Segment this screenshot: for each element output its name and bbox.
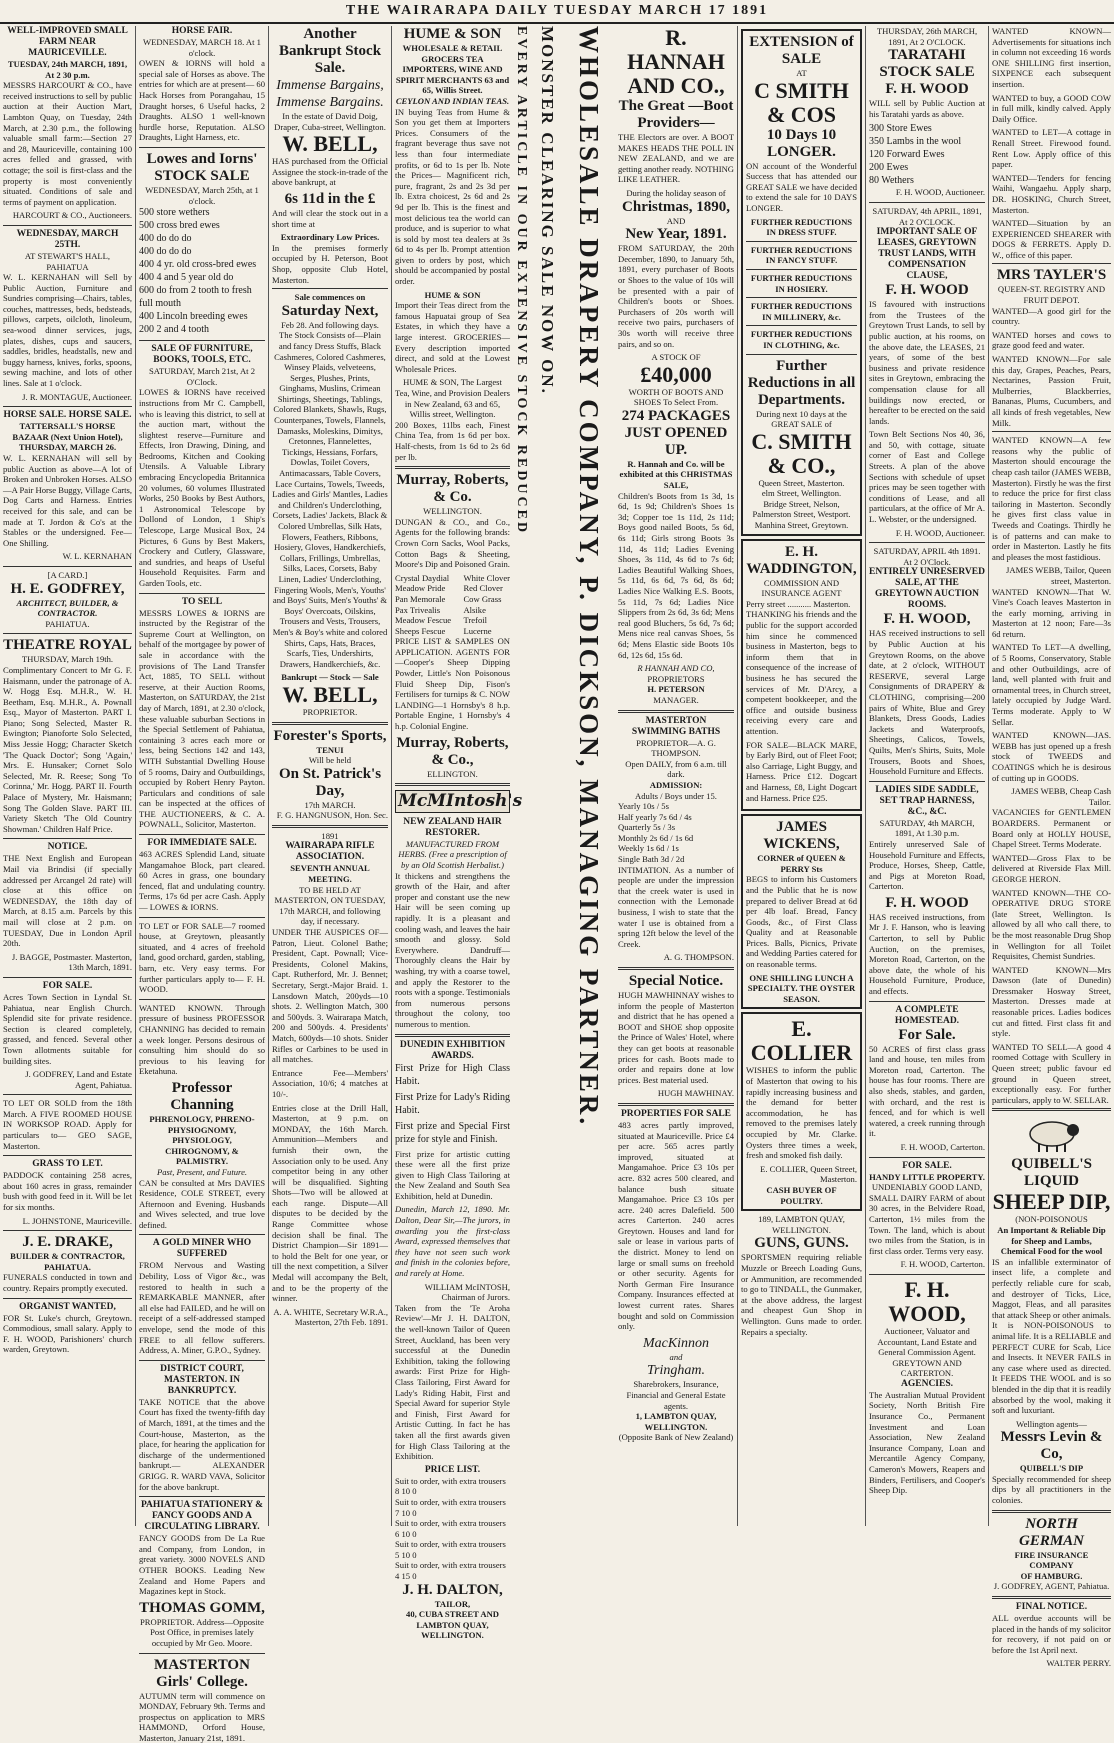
land-sale-ad: TO SELL MESSRS LOWES & IORNS are instructed by the Registrar of the Supreme Court at Wellington, on behalf of the mortgagee by power of sale in accordance with the provisions of The Land Transfer Act, 1885, TO SELL without reserve, at their Auction Rooms, Masterton, on SATURDAY, the 21st day of March, 1891, at 2.30 o'clock, these valuable suburban Sections in the Special Settlement of Pahiatua, containing 3 acres each more or less, being Sections 142 and 143, WITH Substantial Dwelling House of 5 rooms, Dairy and Outbuildings, occupied by Robert Henry Payton. Particulars and conditions of sale can be inspected at the offices of THE AUCTIONEERS, & C. A. POWNALL, Solicitor, Masterton. (139, 597, 265, 830)
column-6 (615, 26, 737, 1526)
divider (139, 340, 265, 341)
divider (139, 1360, 265, 1361)
wanted-ad: WANTED to LET—A cottage in Renall Street. Firewood found. Rent Low. Apply office of this paper. (992, 127, 1111, 169)
sheep-icon (1017, 1114, 1087, 1154)
house-to-let: TO LET OR SOLD from the 18th March. A FIVE ROOMED HOUSE IN WORKSOP ROAD. Apply for particulars to— GEO SAGE, Masterton. (3, 1098, 132, 1151)
vertical-line-1: WHOLESALE DRAPERY COMPANY, P. DICKSON, MANAGING PARTNER. (573, 26, 604, 1127)
wanted-ad: WANTED KNOWN—THE CO-OPERATIVE DRUG STORE (late Street, Wellington. Is allowed by all who call there, to be the most reasonable Drug Shop in Wellington for all Toilet Requisites, Chemist Sundries. (992, 888, 1111, 962)
divider (272, 825, 388, 828)
mcintosh-logo: McMIntosh's (395, 790, 510, 813)
vertical-line-3: EVERY ARTICLE IN OUR EXTENSIVE STOCK REDUCED (513, 26, 529, 535)
wanted-ad: WANTED TO SELL—A good 4 roomed Cottage with Scullery in Queen street; public favour ed ground in Queen street, exceptionally easy. For further particulars, apply to W. SELLAR. (992, 1042, 1111, 1106)
handy-property-ad: FOR SALE. HANDY LITTLE PROPERTY. UNDENIABLY GOOD LAND, SMALL DAIRY FARM of about 30 acres, in the Belvidere Road, Carterton, 1½ miles from the Town. The land, which is about two miles from the Station, is in first class order. Terms very easy. F. H. WOOD, Carterton. (869, 1161, 985, 1270)
furniture-sale-ad: WEDNESDAY, MARCH 25TH. AT STEWART'S HALL, PAHIATUA W. L. KERNAHAN will Sell by Public Auction, Furniture and Sundries comprising—Chairs, tables, couches, mattresses, beds, bedsteads, pillows, carpets, oilcloth, linoleum, sea-wood dinner services, jugs, plates, dishes, cups and saucers, saddles, bridles, headstalls, new and buggy harness, knives, forks, spoons, sewing machine, and lots of other lines. Sale at 1 o'clock. J. R. MONTAGUE, Auctioneer. (3, 229, 132, 402)
divider (139, 147, 265, 148)
gold-miner-ad: A GOLD MINER WHO SUFFERED FROM Nervous and Wasting Debility, Loss of Vigor &c., was restored to health in such a REMARKABLE MANNER, after all else had FAILED, and he will on receipt of a self-addressed stamped envelope, send the mode of this FREE to all fellow sufferers. Address, A. Miner, G.P.O., Sydney. (139, 1238, 265, 1355)
collier-ad: E. COLLIER WISHES to inform the public of Masterton that owing to his rapidly increasing business and the demand for better accommodation, he has removed to the premises lately occupied by Mr. Clarke. Oysters three times a week, fresh and smoked fish daily. E. COLLIER, Queen Street, Masterton. CASH BUYER OF POULTRY. (741, 1012, 862, 1211)
greytown-house-ad: TO LET or FOR SALE—7 roomed house, at Greytown, pleasantly situated, and 4 acres of freehold land, good orchard, garden, stabling, barn, etc. Very easy terms. For further particulars apply to— F. H. WOOD. (139, 921, 265, 995)
taratahi-ad: THURSDAY, 26th MARCH, 1891, At 2 O'CLOCK. TARATAHI STOCK SALE F. H. WOOD WILL sell by Public Auction at his Taratahi yards as above. 300 Store Ewes 350 Lambs in the wool 120 Forward Ewes 200 Ewes 80 Wethers F. H. WOOD, Auctioneer. (869, 26, 985, 198)
wanted-ad: WANTED KNOWN—For sale this day, Grapes, Peaches, Pears, Nectarines, Passion Fruit, Mulberries, Blackberries, Bananas, Plums, Cucumbers, and all kinds of fresh vegetables, New Milk. (992, 354, 1111, 428)
dalton-ad: DUNEDIN EXHIBITION AWARDS. First Prize for High Class Habit. First Prize for Lady's Riding Habit. First prize and Special First prize for style and Finish. First prize for artistic cutting these were all the first prize given to High Class Tailoring at the New Zealand and South Sea Exhibition, held at Dunedin. Dunedin, March 12, 1890. Mr. Dalton, Dear Sir,—The jurors, in awarding you the first-class Award, expressed themselves that they have not seen such work and finish in the colonies before, and rarely at Home. WILLIAM McINTOSH, Chairman of Jurors. Taken from the 'Te Aroha Review'—Mr J. H. DALTON, the well-known Tailor of Queen Street, Auckland, has been very successful at the Dunedin Exhibition, taking the following awards: First Prize for High-Class Tailoring, First Award for Lady's Riding Habit, First and Special Award for superior Style and Finish, First Award for Artistic Cutting. In fact he has taken all the first awards given for High Class Tailoring at the Exhibition. PRICE LIST. Suit to order, with extra trousers 8 10 0 Suit to order, with extra trousers 7 10 0 Suit to order, with extra trousers 6 10 0 Suit to order, with extra trousers 5 10 0 Suit to order, with extra trousers 4 15 0 J. H. DALTON, TAILOR, 40, CUBA STREET AND LAMBTON QUAY, WELLINGTON. (395, 1040, 510, 1642)
guns-ad: 189, LAMBTON QUAY, WELLINGTON. GUNS, GUNS. SPORTSMEN requiring reliable Muzzle or Breech Loading Guns, or Ammunition, are recommended to go to TINDALL, the Gunmaker, at the above address, the largest and cheapest Gun Shop in Wellington. Guns made to order. Repairs a specialty. (741, 1214, 862, 1337)
wanted-ad: WANTED—Gross Flax to be delivered at Riverside Flax Mill. GEORGE HERON. (992, 853, 1111, 885)
divider (3, 1298, 132, 1299)
drake-card: J. E. DRAKE, BUILDER & CONTRACTOR, PAHIATUA. FUNERALS conducted in town and country. Repairs promptly executed. (3, 1234, 132, 1293)
divider (618, 1103, 734, 1106)
grass-to-let: GRASS TO LET. PADDOCK containing 258 acres, about 160 acres in grass, remainder bush with good feed in it. Will be let for six months. L. JOHNSTONE, Mauriceville. (3, 1159, 132, 1226)
divider (395, 466, 510, 469)
tayler-title: MRS TAYLER'S (992, 267, 1111, 284)
taratahi-list: 300 Store Ewes 350 Lambs in the wool 120 Forward Ewes 200 Ewes 80 Wethers (869, 122, 985, 187)
north-german-ad: NORTH GERMAN FIRE INSURANCE COMPANY OF HAMBURG. J. GODFREY, AGENT, Pahiatua. (992, 1516, 1111, 1592)
column-2 (135, 26, 268, 1526)
library-ad: PAHIATUA STATIONERY & FANCY GOODS AND A CIRCULATING LIBRARY. FANCY GOODS from De La Rue and Company, from London, in great variety. 3000 NOVELS AND OTHER BOOKS. Leading New Zealand and Home Papers and Magazines kept in Stock. THOMAS GOMM, PROPRIETOR. Address—Opposite Post Office, in premises lately occupied by Mr Geo. Moore. (139, 1500, 265, 1648)
swimming-baths-ad: MASTERTON SWIMMING BATHS PROPRIETOR—A. G. THOMPSON. Open DAILY, from 6 a.m. till dark. ADMISSION: Adults / Boys under 15. Yearly 10s / 5s Half yearly 7s 6d / 4s Quarterly 5s / 3s Monthly 2s 6d / 1s 6d Weekly 1s 6d / 1s Single Bath 3d / 2d INTIMATION. As a number of people are under the impression that the creek water is used in connection with the Lemonade business, I wish to state that the water I use is obtained from a spring 12ft below the level of the Creek. A. G. THOMPSON. (618, 716, 734, 963)
channing-ad: WANTED KNOWN. Through pressure of business PROFESSOR CHANNING has decided to remain a week longer. Persons desirous of consulting him should do so previous to his leaving for Eketahuna. Professor Channing PHRENOLOGY, PHRENO-PHYSIOGNOMY, PHYSIOLOGY, CHIROGNOMY, & PALMISTRY. Past, Present, and Future. CAN be consulted at Mrs DAVIES Residence, COLE STREET, every Afternoon and Evening. Husbands and Wives selected, and true love defined. (139, 1003, 265, 1231)
wood-card: F. H. WOOD, Auctioneer, Valuator and Accountant, Land Estate and General Commission Agent. GREYTOWN AND CARTERTON. AGENCIES. The Australian Mutual Provident Society, North British Fire Insurance Co., Permanent Investment and Loan Association, New Zealand Insurance Company, Loan and Mercantile Agency Company, Cameron's Mowers, Reapers and Binders, Fertilisers, and Cooper's Sheep Dip. (869, 1278, 985, 1496)
wanted-ad: WANTED KNOWN—That W. Vine's Coach leaves Masterton in the early morning, arriving in Masterton at 12 noon; Fare—3s 6d return. (992, 587, 1111, 640)
stock-list: 500 store wethers 500 cross bred ewes 400 do do do 400 do do do 400 4 yr. old cross-bred ewes 400 4 and 5 year old do 600 do from 2 tooth to fresh full mouth 400 Lincoln breeding ewes 200 2 and 4 tooth (139, 206, 265, 336)
column-8 (865, 26, 988, 1526)
divider (3, 1094, 132, 1095)
wanted-ad: WANTED KNOWN—Mrs Dawson (late of Dunedin) Dressmaker Hosway Street, Masterton. Dresses made at reasonable prices. Ladies bodices cut and fitted. First class fit and style. (992, 965, 1111, 1039)
divider (139, 593, 265, 594)
column-4 (391, 26, 513, 1526)
wanted-ad: WANTED KNOWN—A few reasons why the public of Masterton should encourage the cheap cash tailor (JAMES WEBB, Masterton). Firstly he was the first to reduce the price for first class tailoring in Masterton. Secondly he gives first class value in Tweeds and Coatings. Thirdly he is of patterns and can make to order in Masterton. Lastly he fits and pleases the most fastidious. (992, 435, 1111, 562)
bankrupt-stock-ad: Another Bankrupt Stock Sale. Immense Bargains, Immense Bargains. In the estate of David Doig, Draper, Cuba-street, Wellington. W. BELL, HAS purchased from the Official Assignee the stock-in-trade of the above bankrupt, at 6s 11d in the £ And will clear the stock out in a short time at Extraordinary Low Prices. In the premises formerly occupied by H. Peterson, Boot Shop, opposite Club Hotel, Masterton. Sale commences on Saturday Next, Feb 28. And following days. The Stock Consists of—Plain and fancy Dress Stuffs, Black Cashmeres, Colored Cashmeres, Winsey Plaids, velveteens, Serges, Plushes, Prints, Ginghams, Muslins, Crimean Shirtings, Sheetings, Tablings, Colored Blankets, Shawls, Rugs, Counterpanes, Towels, Flannels, Damasks, Moleskins, Dimitys, Cretonnes, Flannelettes, Tickings, Hessians, Forfars, Dowlas, Toilet Covers, Antimacassars, Table Covers, Lace Curtains, Towels, Tweeds, Ladies and Girls' Mantles, Ladies and Children's Underclothing, Corsets, Ladies' Jackets, Black & Colored Umbrellas, Silk Hats, Flowers, Feathers, Ribbons, Hosiery, Gloves, Handkerchiefs, Collars, Frillings, Umbrellas, Silks, Laces, Corsets, Baby Linen, Ladies' Underclothing, Fingering Wools, Men's, Youths' and Boys' Suits, Men's Youths' & Boys' Overcoats, Oilskins, Trousers and Vests, Trousers, Men's & Boy's white and colored Shirts, Caps, Hats, Braces, Scarfs, Ties, Undershirts, Drawers, Handkerchiefs, &c. Bankrupt — Stock — Sale W. BELL, PROPRIETOR. (272, 26, 388, 718)
divider (395, 783, 510, 786)
divider (869, 202, 985, 203)
divider (3, 838, 132, 839)
quibell-ad: QUIBELL'S LIQUID SHEEP DIP, (NON-POISONOUS An Important & Reliable Dip for Sheep and Lambs, Chemical Food for the wool IS an infallible exterminator of insect life, a complete and perfectly reliable cure for scab, and destroyer of Ticks, Lice, Maggot, Fleas, and all parasites that attack Sheep or other animals. It is NON-POISONOUS to animal life. It is a RELIABLE and PERFECT CURE for Scab, Lice and Insects. It NEVER FAILS in any case where used as directed. It FEEDS THE WOOL and is so blended in the dip that it is readily absorbed by the wool, making it soft and luxuriant. Wellington agents— Messrs Levin & Co, QUIBELL'S DIP Specially recommended for sheep dips by all practitioners in the colonies. (992, 1114, 1111, 1505)
divider (3, 633, 132, 634)
murray-roberts-ad: Murray, Roberts, & Co. WELLINGTON. DUNGAN & CO., and Co., Agents for the following brands: Crown Corn Sacks, Wool Packs, Cotton Bags & Sheeting, Moore's Dip and Poisoned Grain. Crystal Daydial Meadow Pride Pan Memorale Pax Trivealis Meadow Fescue Sheeps Fescue White Clover Red Clover Cow Grass Alsike Trefoil Lucerne PRICE LIST & SAMPLES ON APPLICATION. AGENTS FOR—Cooper's Sheep Dipping Powder, Little's Non Poisonous Fluid Sheep Dip, Fison's Fertilisers for turnips & C. NOW LANDING—1 Hornsby's 8 h.p. Portable Engine, 1 Hornsby's 4 h.p. Colonial Engine. Murray, Roberts, & Co., ELLINGTON. (395, 472, 510, 779)
divider (3, 1155, 132, 1156)
bankruptcy-notice: DISTRICT COURT, MASTERTON. IN BANKRUPTCY. TAKE NOTICE that the above Court has fixed the twenty-fifth day of March, 1891, at the times and the Court-house, Masterton, as the place, for hearing the application for discharge of the undermentioned bankrupt.— ALEXANDER GRIGG. R. WARD VAVA, Solicitor for the above bankrupt. (139, 1364, 265, 1492)
town-section-sale: FOR SALE. Acres Town Section in Lyndal St. Pahiatua, near English Church. Splendid site for private residence. Section is cleared completely, grassed, and fenced. Several other Town allotments suitable for building sites. J. GODFREY, Land and Estate Agent, Pahiatua. (3, 981, 132, 1090)
divider (3, 977, 132, 978)
divider (618, 967, 734, 970)
divider (869, 1001, 985, 1002)
divider (139, 917, 265, 918)
column-9: WANTED KNOWN—Advertisements for situations inch in column not exceeding 16 words ONE SHILLING first insertion, SIXPENCE each subsequent insertion. WANTED to buy, a GOOD COW in full milk, kindly calved. Apply Daily Office. WANTED to LET—A cottage in Renall Street. Firewood found. Rent Low. Apply office of this paper. WANTED—Tenders for fencing Waihi, Wangaehu. Apply sharp, DR. HOSKING, Church Street, Masterton. WANTED—Situation by an EXPERIENCED SHEARER with DOGS & FERRETS. Apply D. W., office of this paper. MRS TAYLER'S QUEEN-ST. REGISTRY AND FRUIT DEPOT. WANTED—A good girl for the country. WANTED horses and cows to graze good feed and water. WANTED KNOWN—For sale this day, Grapes, Peaches, Pears, Nectarines, Passion Fruit, Mulberries, Blackberries, Bananas, Plums, Cucumbers, and all kinds of fresh vegetables, New Milk. WANTED KNOWN—A few reasons why the public of Masterton should encourage the cheap cash tailor (JAMES WEBB, Masterton). Firstly he was the first to reduce the price for first class tailoring in Masterton. Secondly he gives first class value in Tweeds and Coatings. Thirdly he is of patterns and can make to order in Masterton. Lastly he fits and pleases the most fastidious. JAMES WEBB, Tailor, Queen street, Masterton. WANTED KNOWN—That W. Vine's Coach leaves Masterton in the early morning, arriving in Masterton at 12 noon; Fare—3s 6d return. WANTED To LET—A dwelling, of 5 Rooms, Conservatory, Stable and other Outbuildings, acre of land, well planted with fruit and ornamental trees, in Church street, lately occupied by Judge Ward. Terms moderate. Apply to W Sellar. WANTED KNOWN—JAS. WEBB has just opened up a fresh stock of TWEEDS and COATINGS which he is desirous of cutting up in GOODS. JAMES WEBB, Cheap Cash Tailor. VACANCIES for GENTLEMEN BOARDERS. Permanent or Board only at HOLLY HOUSE, Chapel Street. Terms Moderate. WANTED—Gross Flax to be delivered at Riverside Flax Mill. GEORGE HERON. WANTED KNOWN—THE CO-OPERATIVE DRUG STORE (late Street, Wellington. Is allowed by all who call there, to be the most reasonable Drug Shop in Wellington for all Toilet Requisites, Chemist Sundries. WANTED KNOWN—Mrs Dawson (late of Dunedin) Dressmaker Hosway Street, Masterton. Dresses made at reasonable prices. Ladies bodices cut and fitted. First class fit and style. WANTED TO SELL—A good 4 roomed Cottage with Scullery in Queen street; public favour ed ground in Queen street, exceptionally easy. For further particulars, apply to W. SELLAR. QUIBELL'S LIQUID SHEEP DIP, (NON-POISONOUS An Important & Reliable Dip for Sheep and Lambs, Chemical Food for the wool IS an infallible exterminator of insect life, a complete and perfectly reliable cure for scab, and destroyer of Ticks, Lice, Maggot, Fleas, and all parasites that attack Sheep or other animals. It is NON-POISONOUS to animal life. It is a RELIABLE and PERFECT CURE for Scab, Lice and Insects. It NEVER FAILS in any case where used as directed. It FEEDS THE WOOL and is so blended in the dip that it is readily absorbed by the wool, making it soft and luxuriant. Wellington agents— Messrs Levin & Co, QUIBELL'S DIP Specially recommended for sheep dips by all practitioners in the colonies. NORTH GERMAN FIRE INSURANCE COMPANY OF HAMBURG. J. GODFREY, AGENT, Pahiatua. FINAL NOTICE. ALL overdue accounts will be placed in the hands of my solicitor for recovery, if not paid on or before the 1st April next. WALTER PERRY. (988, 26, 1114, 1526)
divider (139, 999, 265, 1000)
divider (869, 542, 985, 543)
price-list: Suit to order, with extra trousers 8 10 0 Suit to order, with extra trousers 7 10 0 Suit to order, with extra trousers 6 10 0 Suit to order, with extra trousers 5 10 0 Suit to order, with extra trousers 4 15 0 (395, 1476, 510, 1582)
properties-ad: PROPERTIES FOR SALE 483 acres partly improved, situated at Mauriceville. Price £4 per acre. 565 acres partly improved, situated at Mangamahoe. Price £3 10s per acre. 832 acres 500 cleared, and balance bush situate Mangamahoe. Price £3 10s per acre. 240 acres Dalefield. 500 acres Carterton. 240 acres Greytown. Houses and land for sale or lease in various parts of the district. Money to lend on large or small sums on freehold or other security. Agents for North German Fire Insurance Company. Insurances effected at lowest current rates. Shares bought and sold on Commission only. MacKinnon and Tringham. Sharebrokers, Insurance, Financial and General Estate agents. 1, LAMBTON QUAY, WELLINGTON. (Opposite Bank of New Zealand) (618, 1109, 734, 1443)
mcintosh-ad: McMIntosh's NEW ZEALAND HAIR RESTORER. MANUFACTURED FROM HERBS. (Free a prescription of by an Old Scottish Herbalist.) It thickens and strengthens the growth of the Hair, and after proper and constant use the new Hair will be seen coming up rapidly. It is a pleasant and cooling wash, and leaves the hair smooth and glossy. Sold Everywhere. Dandruff—Thoroughly cleans the Hair by washing, try with a coarse towel, and apply the Restorer to the roots with a sponge. Testimonials from numerous persons throughout the colony, too numerous to mention. (395, 790, 510, 1029)
mail-notice: NOTICE. THE Next English and European Mail via Brindisi (if specially addressed per Arcangel 2d rate) will close at this office on WEDNESDAY, the 18th day of March, at 8.15 a.m. Parcels by this mail will close at 2 p.m. on TUESDAY, Due in London April 20th. J. BAGGE, Postmaster. Masterton, 13th March, 1891. (3, 842, 132, 973)
theatre-ad: THEATRE ROYAL THURSDAY, March 19th. Complimentary Concert to Mr G. F. Haismann, under the patronage of A. W. Hogg Esq. M.H.R., W. H. Beetham, Esq. M.H.R., A. Pownall Esq., Mayor of Masterton. PART I. Piano; Song Selected, Master R. Ewington; Pianoforte Solo Selected, Miss Jessie Hogg; Character Sketch 'The Quack Doctor'; Song 'Again,' Mrs. E. Hunsaker; Cornet Solo Selected, Mr. R. Reese; Song 'To Corinna,' Mr. Hogg. PART II. Fourth Palace of Mystery, Mr. Haismann; Song The Golden Slave. PART III. Variety Sketch 'The Old Country Showman.' Children Half Price. (3, 637, 132, 834)
stock-sale-ad: Lowes and Iorns' STOCK SALE WEDNESDAY, March 25th, at 1 o'clock. 500 store wethers 500 cross bred ewes 400 do do do 400 do do do 400 4 yr. old cross-bred ewes 400 4 and 5 year old do 600 do from 2 tooth to fresh full mouth 400 Lincoln breeding ewes 200 2 and 4 tooth (139, 151, 265, 336)
divider (3, 566, 132, 567)
wanted-ad: WANTED KNOWN—JAS. WEBB has just opened up a fresh stock of TWEEDS and COATINGS which he is desirous of cutting up in GOODS. (992, 730, 1111, 783)
saddle-sale-ad: LADIES SIDE SADDLE, SET TRAP HARNESS, &C., &C. SATURDAY, 4th MARCH, 1891, At 1.30 p.m. Entirely unreserved Sale of Household Furniture and Effects, Produce, Horses, Sheep, Cattle, and Pigs at Moreton Road, Carterton. F. H. WOOD HAS received instructions, from Mr J. F. Hanson, who is leaving Carterton, to sell by Public Auction, on the premises, Moreton Road, Carterton, on the above date, the whole of his Household Furniture, Produce, and effects. (869, 785, 985, 997)
immediate-sale-ad: FOR IMMEDIATE SALE. 463 ACRES Splendid Land, situate Mangamahoe Block, part cleared. 60 Acres in grass, one boundary fenced, flat and undulating country. Terms, 17s 6d per acre Cash. Apply— LOWES & IORNS. (139, 838, 265, 913)
divider (618, 710, 734, 713)
hume-son-ad: HUME & SON WHOLESALE & RETAIL GROCERS TEA IMPORTERS, WINE AND SPIRIT MERCHANTS 63 and 65, Willis Street. CEYLON AND INDIAN TEAS. IN buying Teas from Hume & Son you get them at Importers Prices. Consumers of the fragrant beverage thus save not less than four intermediate profits, or 6d to 1s per lb. Note the Prices— Magnificent rich, pure, fragrant, 2s and 2s 3d per lb. Extra choicest, 2s 6d and 2s 9d per lb. This is the finest and most delicious tea the world can produce, and is superior to what is sold by most tea dealers at 3s 6d to 4s per lb. Prompt attention given to orders by post, which should be accompanied by postal order. HUME & SON Import their Teas direct from the famous Hapuatai group of Sea Estates, in which they have a large interest. GROCERIES—Every description imported direct, and sold at the Lowest Wholesale Prices. HUME & SON, The Largest Tea, Wine, and Provision Dealers in New Zealand, 63 and 65, Willis street, Wellington. 200 Boxes, 11lbs each, Finest China Tea, from 1s 6d per box. Half-chests, from 1s 6d to 2s 6d per lb. (395, 26, 510, 462)
smith-sale-ad: EXTENSION of SALE AT C SMITH & COS 10 Days 10 LONGER. ON account of the Wonderful Success that has attended our GREAT SALE we have decided to extend the sale for 10 DAYS LONGER. FURTHER REDUCTIONS IN DRESS STUFF. FURTHER REDUCTIONS IN FANCY STUFF. FURTHER REDUCTIONS IN HOSIERY. FURTHER REDUCTIONS IN MILLINERY, &c. FURTHER REDUCTIONS IN CLOTHING, &c. Further Reductions in all Departments. During next 10 days at the GREAT SALE of C. SMITH & CO., Queen Street, Masterton. elm Street, Wellington. Bridge Street, Nelson, Palmerston Street, Westport. Manhina Street, Greytown. (741, 29, 862, 536)
divider (3, 406, 132, 407)
divider (3, 225, 132, 226)
masthead: THE WAIRARAPA DAILY TUESDAY MARCH 17 1891 (0, 0, 1114, 24)
godfrey-card: [A CARD.] H. E. GODFREY, ARCHITECT, BUILDER, & CONTRACTOR. PAHIATUA. (3, 570, 132, 629)
ad-title: WELL-IMPROVED SMALL FARM NEAR MAURICEVILLE. (3, 26, 132, 59)
divider (139, 1234, 265, 1235)
wanted-ad: VACANCIES for GENTLEMEN BOARDERS. Permanent or Board only at HOLLY HOUSE, Chapel Street. Terms Moderate. (992, 807, 1111, 849)
organist-wanted: ORGANIST WANTED, FOR St. Luke's church, Greytown. Commodious, small salary. Apply to F. H. WOOD, Parishioners' church warden, Greytown. (3, 1302, 132, 1355)
final-notice-ad: FINAL NOTICE. ALL overdue accounts will be placed in the hands of my solicitor for recovery, if not paid on or before the 1st April next. WALTER PERRY. (992, 1602, 1111, 1669)
hannah-ad: R. HANNAH AND CO., The Great —Boot Providers— THE Electors are over. A BOOT MAKES HEADS THE POLL IN NEW ZEALAND, and we are getting another ready. NOTHING LIKE LEATHER. During the holiday season of Christmas, 1890, AND New Year, 1891. FROM SATURDAY, the 20th December, 1890, to January 5th, 1891, every purchaser of Boots or Shoes to the value of 10s will be presented with a pair of Children's boots or Shoes. Purchasers of 20s worth will receive two pairs, purchasers of 30s worth will receive three pairs, and so on. A STOCK OF £40,000 WORTH OF BOOTS AND SHOES To Select From. 274 PACKAGES JUST OPENED UP. R. Hannah and Co. will be exhibited at this CHRISTMAS SALE, Children's Boots from 1s 3d, 1s 6d, 1s 9d; Children's Shoes 1s 3d; Copper toe 1s 11d, 2s 11d; Boys good nailed Boots, 5s 6d, 6s 11d; Girls strong Boots 3s 11d, 4s 11d; Ladies Evening Shoes, 3s 11d, 4s 6d to 7s 6d; Ladies Beautiful Walking Shoes, 5s 11d, 6s 6d, 7s 6d, 8s 6d; Ladies Nice Walking E.S. Boots, 5s 11d, 7s 6d; Ladies Nice Slippers from 2s 6d, 3s 6d; Mens real good Bluchers, 5s 6d, 7s 6d; Mens nice real canvas Shoes, 5s 6d; Mens Elastic side Boots 10s 6d, 12s 6d, 15s 6d. R HANNAH AND CO, PROPRIETORS H. PETERSON MANAGER. (618, 26, 734, 706)
vertical-drapery-ad (513, 26, 615, 1526)
wanted-ad: WANTED—Tenders for fencing Waihi, Wangaehu. Apply sharp, DR. HOSKING, Church Street, Masterton. (992, 173, 1111, 215)
divider (869, 1274, 985, 1275)
homestead-ad: A COMPLETE HOMESTEAD. For Sale. 50 ACRES of first class grass land and house, ten miles from Moreton road, Carterton. The house has four rooms. There are also sheds, stables, and garden, with orchard, and the rest is fenced, and for which is well watered, a creek running through it. F. H. WOOD, Carterton. (869, 1005, 985, 1153)
girls-college-ad: MASTERTON Girls' College. AUTUMN term will commence on MONDAY, February 9th. Terms and prospectus on application to MRS HAMMOND, Orford House, Masterton, January 21st, 1891. (139, 1657, 265, 1743)
wanted-ad: WANTED horses and cows to graze good feed and water. (992, 330, 1111, 351)
leases-ad: SATURDAY, 4th APRIL, 1891, At 2 O'CLOCK. IMPORTANT SALE OF LEASES, GREYTOWN TRUST LANDS, WITH COMPENSATION CLAUSE, F. H. WOOD IS favoured with instructions from the Trustees of the Greytown Trust Lands, to sell by public auction, at his rooms, on the above date, the LEASES, 21 years, of some of the best business and private residence sites in Greytown, embracing the compensation clause for all buildings now erected, or hereafter to be erected on the said lands. Town Belt Sections Nos 40, 36, and 50, with cottage, situate corner of East and College Streets. A plan of the above Sections with schedule of upset prices may be seen together with conditions of Lease, and all particulars, at the office of Mr A. L. Webster, or the undersigned. F. H. WOOD, Auctioneer. (869, 206, 985, 538)
seed-list: Crystal Daydial Meadow Pride Pan Memorale Pax Trivealis Meadow Fescue Sheeps Fescue White Clover Red Clover Cow Grass Alsike Trefoil Lucerne (395, 573, 510, 637)
drapery-sale-ad: SATURDAY, APRIL 4th 1891. At 2 O'Clock. ENTIRELY UNRESERVED SALE, AT THE GREYTOWN AUCTION ROOMS. F. H. WOOD, HAS received instructions to sell by Public Auction at his Greytown Rooms, on the above date, at 2 o'clock, WITHOUT RESERVE, several Large Consignments of DRAPERY & CLOTHING, comprising—200 pairs of White, Blue and Grey Blankets, Dress Goods, Ladies Jackets and Waterproofs, Sheetings, Calicos, Towels, Quilts, Men's Shirts, Suits, Mole Trousers, Boots and Shoes, Household Furniture and Effects. (869, 546, 985, 777)
divider (3, 1230, 132, 1231)
wanted-ad: WANTED to buy, a GOOD COW in full milk, kindly calved. Apply Daily Office. (992, 93, 1111, 125)
wickens-ad: JAMES WICKENS, CORNER of QUEEN & PERRY Sts BEGS to inform his Customers and the Public that he is now prepared to deliver Bread at 6d per 4lb loaf. Bread, Fancy Goods, &c., of First Class Quality and at Reasonable Prices. Balls, Picnics, Private and Wedding Parties catered for on reasonable terms. ONE SHILLING LUNCH A SPECIALTY. THE OYSTER SEASON. (741, 814, 862, 1009)
waddington-ad: E. H. WADDINGTON, COMMISSION AND INSURANCE AGENT Perry street ........... Masterton. THANKING his friends and the public for the support accorded him since he commenced business in Masterton, begs to inform them that in consequence of the increase of business he has secured the services of Mr. D'Arcy, a competent bookkeeper, and the office and outside business receiving every care and attention. FOR SALE—BLACK MARE, by Early Bird, out of Fleet Foot; also Carriage, Light Buggy, and Harness. Price £12. Dogcart and Harness, £8, Light Dogcart and Harness. Price £25. (741, 539, 862, 811)
column-7 (737, 26, 865, 1526)
foresters-sports-ad: Forester's Sports, TENUI Will be held On St. Patrick's Day, 17th MARCH. F. G. HANGNUSON, Hon. Sec. (272, 728, 388, 821)
divider (139, 1496, 265, 1497)
vertical-line-2: MONSTER CLEARING SALE NOW ON. (537, 26, 557, 395)
farm-sale-ad: WELL-IMPROVED SMALL FARM NEAR MAURICEVILLE. TUESDAY, 24th MARCH, 1891, At 2 30 p.m. MESSRS HARCOURT & CO., have received instructions to sell by public auction at their Auction Mart, Lambton Quay, on Tuesday, 24th March, at 2.30 p.m., the following valuable small farm:—Section 27 and 28, Mauriceville, containing 100 acres felled and grassed, with cottage; the soil is first-class and the property is most conveniently situated. Conditions of sale and terms of payment on application. HARCOURT & CO., Auctioneers. (3, 26, 132, 221)
wanted-ad: WANTED—A good girl for the country. (992, 306, 1111, 327)
divider (869, 1157, 985, 1158)
admission-table: Yearly 10s / 5s Half yearly 7s 6d / 4s Quarterly 5s / 3s Monthly 2s 6d / 1s 6d Weekly 1s 6d / 1s Single Bath 3d / 2d (618, 801, 734, 865)
divider (139, 834, 265, 835)
special-notice-ad: Special Notice. HUGH MAWHINNAY wishes to inform the people of Masterton and district that he has opened a BOOT and SHOE shop opposite the Prince of Wales' Hotel, where they can get boots at reasonable prices for cash. Boots made to order and repairs done at low prices. Best material used. HUGH MAWHINAY. (618, 973, 734, 1099)
wanted-ad: WANTED KNOWN—Advertisements for situations inch in column not exceeding 16 words ONE SHILLING first insertion, SIXPENCE each subsequent insertion. (992, 26, 1111, 90)
divider (869, 781, 985, 782)
wanted-ad: WANTED—Situation by an EXPERIENCED SHEARER with DOGS & FERRETS. Apply D. W., office of this paper. (992, 218, 1111, 260)
divider (395, 1034, 510, 1037)
furniture-books-sale: SALE OF FURNITURE, BOOKS, TOOLS, ETC. SATURDAY, March 21st, At 2 O'Clock. LOWES & IORNS have received instructions from Mr C. Campbell, who is leaving this district, to sell at the auction mart, without the slightest reserve—Furniture and Effects, Iron Drawing, Dining, and Bedrooms, Kitchen and Cooking Utensils. A Valuable Library embracing Encyclopedia Britannica 20 volumes, 60 volumes Illustrated Works, 250 Books by Best Authors, 1 Astronomical Telescope by Dollond of London, 1 Ship's Telescope, Large Musical Box, 24 Pictures, 6 Guns by Best Makers, Crockery and Cutlery, Glassware, and sundries, and heaps of Useful Household Requisites. Farm and Garden Tools, etc. (139, 344, 265, 588)
divider (139, 1653, 265, 1654)
column-3 (268, 26, 391, 1526)
rifle-association-ad: 1891 WAIRARAPA RIFLE ASSOCIATION. SEVENTH ANNUAL MEETING. TO BE HELD AT MASTERTON, ON TUESDAY, 17th MARCH, and following day, if necessary. UNDER THE AUSPICES OF— Patron, Lieut. Colonel Bathe; President, Capt. Pownall; Vice-Presidents, Colonel Makins, Capt. Rutherford, Mr. J. Bennet; Secretary, Sergt.-Major Braid. 1. Lansdown Match, 200yds—10 shots. 2. Wellington Match, 300 and 500yds. 3. Wairarapa Match, 200 and 500yds. 4. Presidents' Match, 600yds—10 shots. Snider Rifles or Carbines to be used in all matches. Entrance Fee—Members' Association, 10/6; 4 matches at 10/-. Entries close at the Drill Hall, Masterton, at 9 p.m. on MONDAY, the 16th March. Ammunition—Members and furnish their own, the Association only to be used. Any competitor being in any other will be disqualified. Sighting Shots—Two will be allowed at each range. Dispute—All disputes to be decided by the Range Committee whose decision shall be final. The District Champion—Sir 1891—to hold the Belt for one year, or till the next competition, a Silver Medal will accompany the Belt, and to be the property of the winner. A. A. WHITE, Secretary W.R.A., Masterton, 27th Feb. 1891. (272, 831, 388, 1328)
horse-fair-ad: HORSE FAIR. WEDNESDAY, MARCH 18. At 1 o'clock. OWEN & IORNS will hold a special sale of Horses as above. The entries for which are at present— 60 Hack Horses from Porangahau, 15 Draught horses, 6 Useful hacks, 2 Draughts. ALSO 1 well-known hurdle horse, Reputation. ALSO Draughts, Light Harness, etc. (139, 26, 265, 143)
divider (272, 722, 388, 725)
horse-sale-ad: HORSE SALE. HORSE SALE. TATTERSALL'S HORSE BAZAAR (Next Union Hotel), THURSDAY, MARCH 26. W. L. KERNAHAN will sell by public Auction as above—A lot of Broken and Unbroken Horses. ALSO—A Pair Horse Buggy, Village Carts, Dog Carts and Harness. Entries received for this sale, and can be made at T. Jordon & Co's at the Stables or the undersigned. Fee—One Shilling. W. L. KERNAHAN (3, 410, 132, 562)
column-1 (0, 26, 135, 1526)
wanted-ad: WANTED To LET—A dwelling, of 5 Rooms, Conservatory, Stable and other Outbuildings, acre of land, well planted with fruit and ornamental trees, in Church street, lately occupied by Judge Ward. Terms moderate. Apply to W Sellar. (992, 642, 1111, 727)
